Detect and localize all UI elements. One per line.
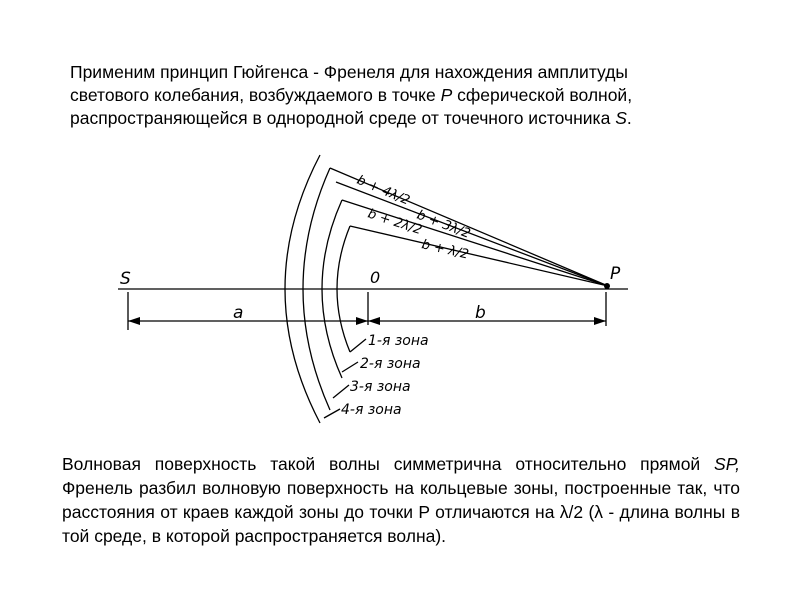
zone-leader-3 (333, 385, 349, 398)
intro-text: Применим принцип Гюйгенса - Френеля для нахождения амплитуды светового колебания, возбуждаемого в точке P сферической волной, распространяющейся в однородной среде от точечного источника S. (70, 62, 633, 128)
label-s: S (120, 269, 131, 289)
label-a: a (233, 303, 244, 323)
zone-label-4: 4-я зона (341, 402, 402, 418)
arrow-a-right (356, 317, 368, 325)
label-p: P (610, 264, 621, 284)
ray-label-3: b + 3λ/2 (414, 207, 473, 242)
ray-label-1: b + λ/2 (420, 237, 471, 263)
zone-leader-2 (342, 362, 358, 372)
arrow-b-left (368, 317, 380, 325)
label-b: b (475, 303, 486, 323)
label-o: 0 (370, 268, 381, 287)
arrow-a-left (128, 317, 140, 325)
ray-label-2: b + 2λ/2 (365, 206, 424, 239)
ray-label-4: b + 4λ/2 (354, 172, 412, 209)
zone-leader-4 (324, 409, 340, 418)
arrow-b-right (594, 317, 606, 325)
ray-1 (350, 226, 608, 286)
fresnel-zones-diagram (0, 140, 800, 430)
zone-label-3: 3-я зона (350, 379, 411, 395)
description-text: Волновая поверхность такой волны симметрична относительно прямой SP, Френель разбил волновую поверхность на кольцевые зоны, построенные так, что расстояния от краев каждой зоны до точки P отличаются на λ/2 (λ - длина волны в той среде, в которой распространяется волна). (62, 454, 740, 546)
zone-label-1: 1-я зона (368, 333, 429, 349)
zone-leader-1 (350, 339, 366, 352)
zone-label-2: 2-я зона (360, 356, 421, 372)
